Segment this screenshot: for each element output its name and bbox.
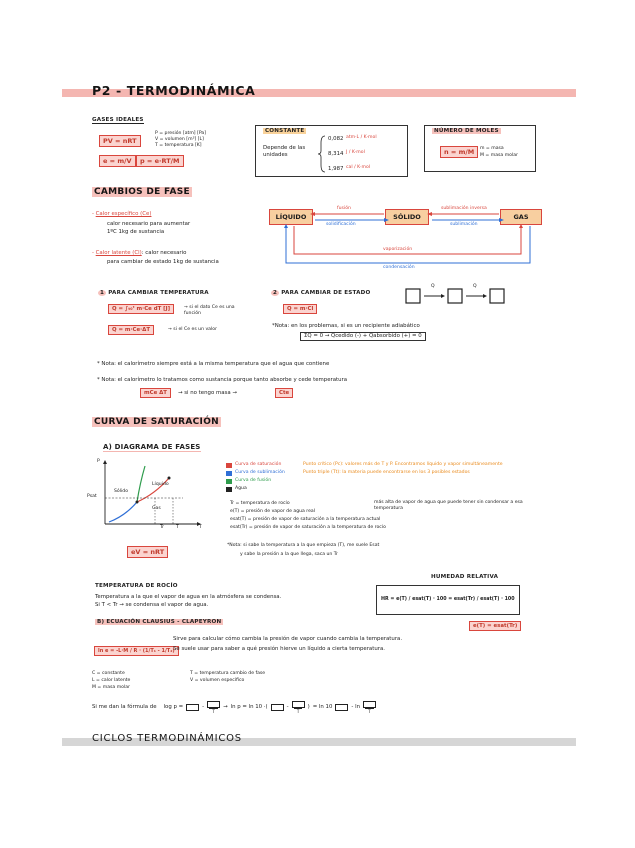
legend-extra-0: Punto crítico (Pc): valores más de T y P. Encontramos líquido y vapor simultáneamente	[303, 462, 503, 467]
const-val-1: 8,314	[328, 151, 344, 157]
log-lead: Si me dan la fórmula de	[92, 704, 157, 711]
curva-nota-1: *Nota: si sabe la temperatura a la que empieza (T), me suele Esat	[227, 543, 380, 548]
temp-formula-integral: Q = ∫ₜ₀ᵗ m·Ce dT [J]	[108, 304, 174, 314]
clausius-def-l: L = calor latente	[92, 678, 131, 683]
chart-tt: T	[176, 525, 179, 530]
legend-swatch-0	[226, 463, 232, 468]
ciclos-heading: CICLOS TERMODINÁMICOS	[92, 733, 242, 744]
constante-brace	[318, 135, 326, 173]
legend-swatch-2	[226, 479, 232, 484]
squares-diagram	[405, 285, 505, 307]
gases-heading: GASES IDEALES	[92, 117, 144, 123]
legend-label-0: Curva de saturación	[235, 462, 282, 467]
e-equals-esat: e(T) = esat(Tr)	[469, 621, 521, 631]
phase-solido: SÓLIDO	[385, 209, 429, 225]
placeholder-box-a	[186, 704, 199, 711]
curva-def-0: Tr = temperatura de rocío	[230, 501, 290, 506]
ce-label: - Calor específico (Ce)	[92, 211, 152, 217]
nota-3-cte: Cte	[275, 388, 293, 398]
arrow-sublimacion: sublimación	[450, 222, 478, 227]
ev-formula: eV = nRT	[127, 546, 168, 558]
diagrama-heading: A) DIAGRAMA DE FASES	[103, 443, 201, 451]
legend-swatch-1	[226, 471, 232, 476]
legend-label-1: Curva de sublimación	[235, 470, 285, 475]
gas-def-v: V = volumen [m³] [L]	[155, 137, 204, 142]
chart-psat: Psat	[87, 494, 97, 499]
square-q-1: Q	[431, 284, 435, 289]
const-unit-2: cal / K·mol	[346, 165, 371, 170]
log-lnp: ln p = ln 10 ·(	[230, 704, 268, 711]
clausius-def-t: T = temperatura cambio de fase	[190, 671, 266, 676]
clausius-def-c: C = constante	[92, 671, 125, 676]
const-unit-1: J / K·mol	[346, 150, 365, 155]
cambiar-estado-heading: 2 PARA CAMBIAR DE ESTADO	[273, 290, 371, 296]
placeholder-box-d	[292, 701, 305, 708]
const-unit-0: atm·L / K·mol	[346, 135, 377, 140]
region-liquido: Líquido	[152, 482, 169, 487]
arrow-condensacion: condensación	[383, 265, 415, 270]
cambiar-temp-heading: 1 PARA CAMBIAR TEMPERATURA	[100, 290, 209, 296]
log-minus-1: -	[202, 704, 205, 711]
cl-label: - Calor latente (Cl): calor necesario	[92, 250, 187, 256]
rocio-l1: Temperatura a la que el vapor de agua en la atmósfera se condensa.	[95, 594, 282, 600]
constante-desc: Depende de las unidades	[263, 145, 306, 158]
log-ln: - ln	[351, 704, 360, 711]
curva-def-3: esat(Tr) = presión de vapor de saturación a la temperatura de rocío	[230, 525, 386, 530]
log-eq: = ln 10	[312, 704, 333, 711]
phase-diagram-chart	[95, 458, 205, 538]
phase-liquido: LÍQUIDO	[269, 209, 313, 225]
clausius-desc-1: Sirve para calcular cómo cambia la presión de vapor cuando cambia la temperatura.	[173, 636, 403, 642]
log-p: log p =	[163, 704, 184, 711]
rocio-l2: Si T < Tr → se condensa el vapor de agua.	[95, 602, 209, 608]
pressure-density-formula: p = e·RT/M	[136, 155, 184, 167]
gas-def-t: T = temperatura [K]	[155, 143, 202, 148]
moles-formula: n = m/M	[440, 146, 478, 158]
clausius-def-v: V = volumen específico	[190, 678, 245, 683]
const-val-0: 0,082	[328, 136, 344, 142]
curva-defs-side: más alta de vapor de agua que puede tener sin condensar a esa temperatura	[374, 500, 523, 511]
legend-swatch-3	[226, 487, 232, 492]
log-frac-1: T	[207, 701, 220, 714]
temp-formula-integral-note: → si el dato Ce es una función	[184, 305, 235, 316]
curva-nota-2: y sabe la presión a la que llega, saca un Tr	[240, 552, 338, 557]
region-gas: Gas	[152, 506, 161, 511]
chart-tr: Tr	[160, 525, 165, 530]
moles-def-mm: M = masa molar	[480, 153, 518, 158]
temp-formula-simple: Q = m·Ce·ΔT	[108, 325, 154, 335]
clausius-formula: ln e = -L·M / R · (1/T₁ - 1/T₂)	[94, 646, 179, 656]
chart-axis-t: T	[199, 525, 202, 530]
log-minus-2: -	[286, 704, 289, 711]
nota-3-formula: mCe ΔT	[140, 388, 171, 398]
region-solido: Sólido	[114, 489, 129, 494]
page-title: P2 - TERMODINÁMICA	[92, 83, 256, 98]
clausius-desc-2: Se suele usar para saber a qué presión hierve un líquido a cierta temperatura.	[173, 646, 385, 652]
clausius-heading: B) ECUACIÓN CLAUSIUS - CLAPEYRON	[97, 619, 222, 625]
rocio-heading: TEMPERATURA DE ROCÍO	[95, 583, 178, 589]
placeholder-box-c	[271, 704, 284, 711]
nota-3-text: → si no tengo masa →	[178, 390, 237, 396]
moles-heading: NÚMERO DE MOLES	[434, 128, 499, 134]
clausius-def-m: M = masa molar	[92, 685, 130, 690]
curva-heading: CURVA DE SATURACIÓN	[94, 417, 219, 427]
ce-desc-1: calor necesario para aumentar	[107, 221, 191, 227]
nota-2: * Nota: el calorímetro lo tratamos como sustancia porque tanto absorbe y cede temperatura	[97, 377, 348, 383]
ce-desc-2: 1ºC 1kg de sustancia	[107, 229, 165, 235]
log-formula	[92, 701, 376, 714]
chart-axis-p: P	[97, 459, 100, 464]
hr-heading: HUMEDAD RELATIVA	[431, 574, 499, 580]
const-val-2: 1,987	[328, 166, 344, 172]
placeholder-box-f	[363, 701, 376, 708]
cl-desc-2: para cambiar de estado 1kg de sustancia	[107, 259, 219, 265]
gas-def-p: P = presión [atm] [Pa]	[155, 131, 207, 136]
log-arrow: →	[223, 704, 228, 711]
legend-extra-1: Punto triple (Tt): la materia puede encontrarse en los 3 posibles estados	[303, 470, 470, 475]
nota-1: * Nota: el calorímetro siempre está a la misma temperatura que el agua que contiene	[97, 361, 330, 367]
phase-gas: GAS	[500, 209, 542, 225]
curva-def-1: e(T) = presión de vapor de agua real	[230, 509, 316, 514]
phase-arrows	[260, 198, 560, 273]
legend-label-2: Curva de fusión	[235, 478, 272, 483]
arrow-vaporizacion: vaporización	[383, 247, 413, 252]
placeholder-box-e	[335, 704, 348, 711]
legend-label-3: Agua	[235, 486, 247, 491]
density-formula: e = m/V	[99, 155, 136, 167]
placeholder-box-b	[207, 701, 220, 708]
arrow-solidificacion: solidificación	[326, 222, 356, 227]
log-frac-3: T	[363, 701, 376, 714]
arrow-sublimacion-inversa: sublimación inversa	[441, 206, 487, 211]
curva-def-2: esat(T) = presión de vapor de saturación a la temperatura actual	[230, 517, 381, 522]
temp-formula-simple-note: → si el Ce es un valor	[168, 327, 217, 332]
arrow-fusion: fusión	[337, 206, 351, 211]
constante-heading: CONSTANTE	[265, 128, 305, 134]
estado-note-1: *Nota: en los problemas, si es un recipiente adiabático	[272, 323, 420, 329]
cambios-heading: CAMBIOS DE FASE	[94, 187, 190, 197]
hr-formula: HR = e(T) / esat(T) · 100 = esat(Tr) / esat(T) · 100	[381, 597, 515, 602]
moles-def-m: m = masa	[480, 146, 504, 151]
square-q-2: Q	[473, 284, 477, 289]
estado-formula: Q = m·Cl	[283, 304, 317, 314]
log-close: )	[307, 704, 310, 711]
pv-formula: PV = nRT	[99, 135, 141, 147]
log-frac-2: T	[292, 701, 305, 714]
estado-note-2: ΣQ = 0 → Qcedido (-) + Qabsorbido (+) = 0	[300, 332, 426, 341]
